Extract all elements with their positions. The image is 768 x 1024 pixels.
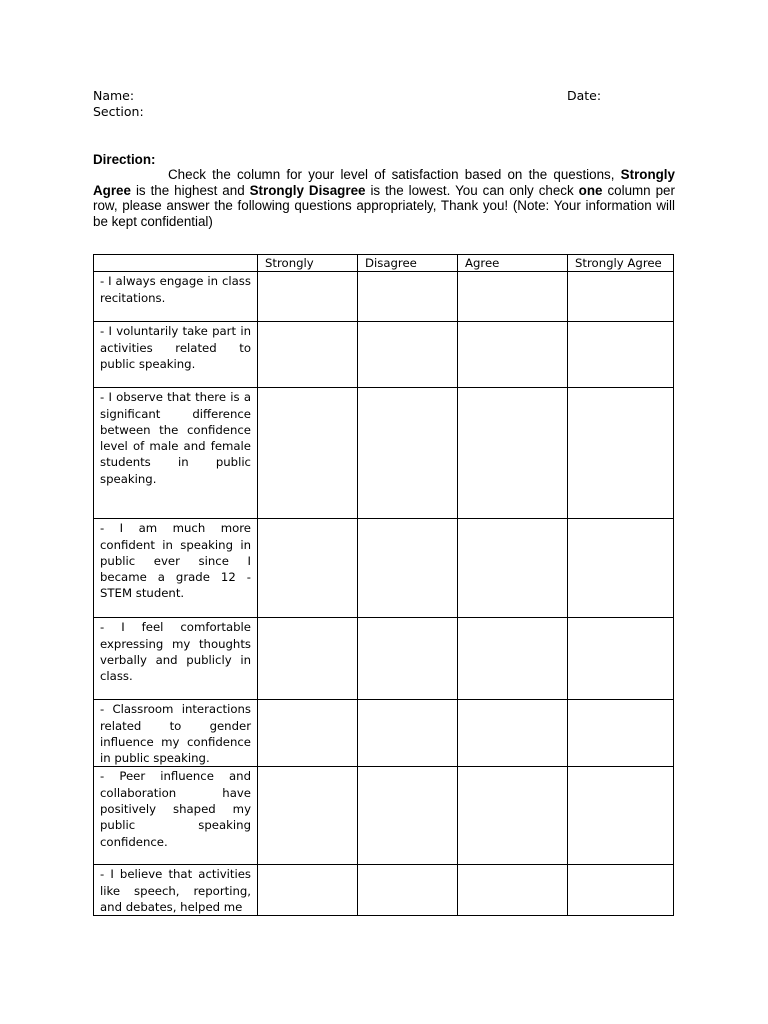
table-row	[94, 618, 674, 700]
checkbox-cell-strongly[interactable]	[258, 767, 358, 865]
direction-bold-strongly-disagree: Strongly Disagree	[249, 182, 366, 198]
section-label: Section:	[93, 104, 144, 119]
checkbox-cell-disagree[interactable]	[358, 865, 458, 916]
question-text: - I observe that there is a significant difference between the confidence level of male and female students in public speaking.	[94, 388, 258, 519]
name-label: Name:	[93, 88, 135, 103]
checkbox-cell-disagree[interactable]	[358, 388, 458, 519]
table-row	[94, 272, 674, 322]
header-agree: Agree	[458, 255, 568, 272]
question-text: - I always engage in class recitations.	[94, 272, 258, 322]
date-label: Date:	[567, 88, 602, 103]
direction-text-2: is the highest and	[135, 182, 245, 198]
checkbox-cell-agree[interactable]	[458, 618, 568, 700]
checkbox-cell-disagree[interactable]	[358, 767, 458, 865]
checkbox-cell-strongly[interactable]	[258, 388, 358, 519]
checkbox-cell-agree[interactable]	[458, 700, 568, 767]
direction-text-1: Check the column for your level of satisfaction based on the questions,	[168, 167, 615, 183]
checkbox-cell-strongly-agree[interactable]	[568, 865, 674, 916]
checkbox-cell-strongly-agree[interactable]	[568, 519, 674, 618]
checkbox-cell-disagree[interactable]	[358, 272, 458, 322]
checkbox-cell-strongly[interactable]	[258, 700, 358, 767]
question-text: - Classroom interactions related to gender influence my confidence in public speaking.	[94, 700, 258, 767]
survey-table	[93, 254, 674, 916]
checkbox-cell-agree[interactable]	[458, 519, 568, 618]
header-strongly: Strongly	[258, 255, 358, 272]
checkbox-cell-strongly-agree[interactable]	[568, 272, 674, 322]
table-row	[94, 767, 674, 865]
checkbox-cell-disagree[interactable]	[358, 618, 458, 700]
table-row	[94, 322, 674, 388]
checkbox-cell-strongly-agree[interactable]	[568, 700, 674, 767]
checkbox-cell-disagree[interactable]	[358, 322, 458, 388]
checkbox-cell-agree[interactable]	[458, 865, 568, 916]
table-header-row	[94, 255, 674, 272]
question-text: - Peer influence and collaboration have positively shaped my public speaking confidence.	[94, 767, 258, 865]
direction-text-3: is the lowest. You can only check	[370, 182, 574, 198]
checkbox-cell-agree[interactable]	[458, 272, 568, 322]
checkbox-cell-strongly[interactable]	[258, 618, 358, 700]
question-text: - I am much more confident in speaking in public ever since I became a grade 12 - STEM student.	[94, 519, 258, 618]
table-row	[94, 519, 674, 618]
direction-bold-strongly-agree: Strongly Agree	[93, 167, 675, 198]
table-row	[94, 700, 674, 767]
table-row	[94, 388, 674, 519]
header-strongly-agree: Strongly Agree	[568, 255, 674, 272]
checkbox-cell-strongly[interactable]	[258, 272, 358, 322]
header-disagree: Disagree	[358, 255, 458, 272]
table-row	[94, 865, 674, 916]
direction-text	[93, 167, 675, 229]
checkbox-cell-agree[interactable]	[458, 388, 568, 519]
direction-title: Direction:	[93, 152, 156, 167]
checkbox-cell-disagree[interactable]	[358, 700, 458, 767]
question-text: - I feel comfortable expressing my thoughts verbally and publicly in class.	[94, 618, 258, 700]
checkbox-cell-strongly-agree[interactable]	[568, 618, 674, 700]
question-text: - I believe that activities like speech, reporting, and debates, helped me	[94, 865, 258, 916]
checkbox-cell-disagree[interactable]	[358, 519, 458, 618]
checkbox-cell-agree[interactable]	[458, 322, 568, 388]
checkbox-cell-strongly[interactable]	[258, 519, 358, 618]
direction-bold-one: one	[578, 182, 603, 198]
checkbox-cell-strongly-agree[interactable]	[568, 322, 674, 388]
checkbox-cell-agree[interactable]	[458, 767, 568, 865]
header-question	[94, 255, 258, 272]
checkbox-cell-strongly-agree[interactable]	[568, 388, 674, 519]
question-text: - I voluntarily take part in activities related to public speaking.	[94, 322, 258, 388]
checkbox-cell-strongly[interactable]	[258, 865, 358, 916]
direction-text-4: column per row, please answer the following questions appropriately, Thank you! (Note: Your information will be kept confidential)	[93, 182, 675, 229]
checkbox-cell-strongly-agree[interactable]	[568, 767, 674, 865]
checkbox-cell-strongly[interactable]	[258, 322, 358, 388]
direction-block	[93, 152, 675, 229]
